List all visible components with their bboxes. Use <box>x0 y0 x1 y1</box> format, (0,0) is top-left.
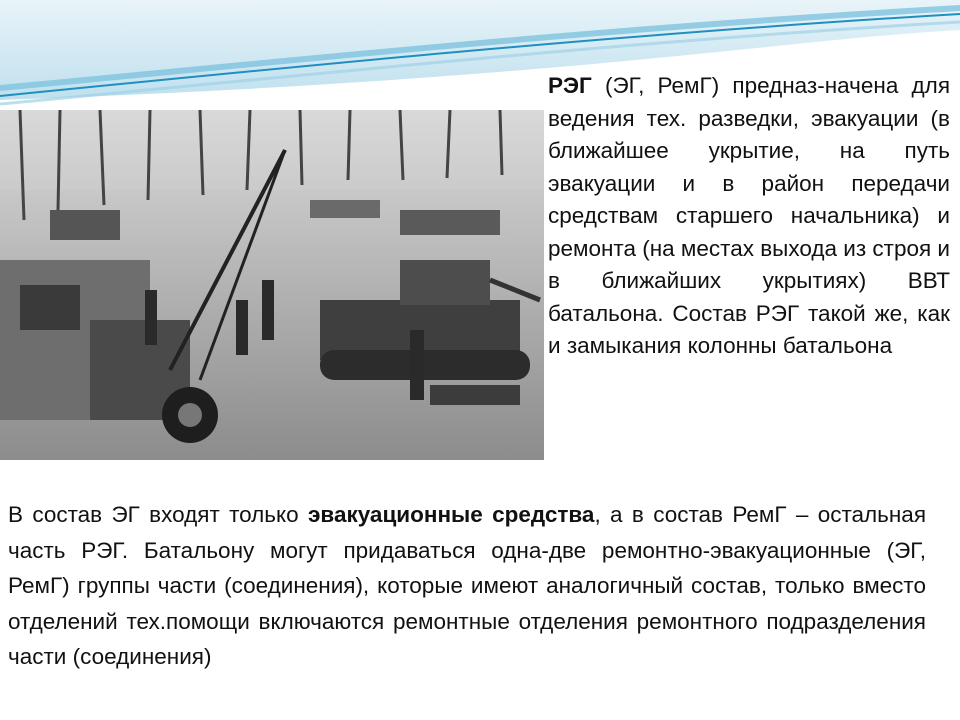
bottom-paragraph <box>8 497 926 675</box>
right-paragraph <box>548 70 950 363</box>
right-paragraph-bold-lead: РЭГ <box>548 73 592 98</box>
bottom-paragraph-bold: эвакуационные средства <box>307 502 595 527</box>
right-paragraph-text: (ЭГ, РемГ) предназ-начена для ведения тех. разведки, эвакуации (в ближайшее укрытие, на путь эвакуации и в район передачи средствам старшего начальника) и ремонта (на местах выхода из строя и в ближайших укрытиях) ВВТ батальона. Состав РЭГ такой же, как и замыкания колонны батальона <box>548 73 950 358</box>
bottom-paragraph-intro: В состав ЭГ входят только <box>8 502 308 527</box>
historical-photo <box>0 110 544 460</box>
bottom-paragraph-rest: , а в состав РемГ – остальная часть РЭГ. Батальону могут придаваться одна-две ремонтно-эвакуационные (ЭГ, РемГ) группы части (соединения), которые имеют аналогичный состав, только вместо отделений тех.помощи включаются ремонтные отделения ремонтного подразделения части (соединения) <box>8 502 927 669</box>
